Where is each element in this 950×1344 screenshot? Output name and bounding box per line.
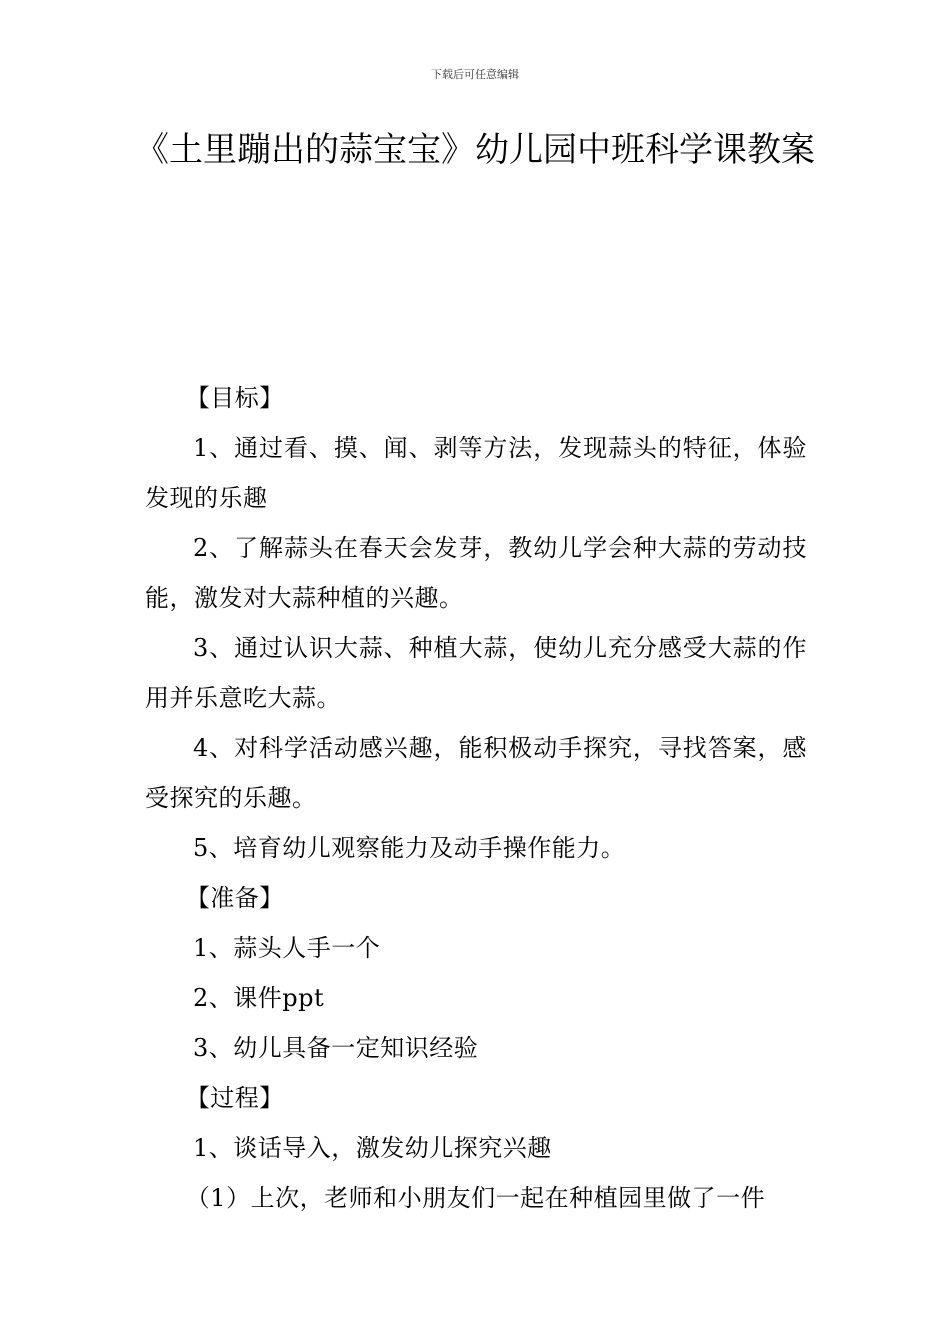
paragraph: 4、对科学活动感兴趣，能积极动手探究，寻找答案，感受探究的乐趣。 <box>145 734 807 812</box>
paragraph: 2、课件ppt <box>193 984 325 1012</box>
header-note: 下载后可任意编辑 <box>431 68 519 81</box>
paragraph: 2、了解蒜头在春天会发芽，教幼儿学会种大蒜的劳动技能，激发对大蒜种植的兴趣。 <box>145 534 807 612</box>
paragraph: 3、通过认识大蒜、种植大蒜，使幼儿充分感受大蒜的作用并乐意吃大蒜。 <box>145 634 807 712</box>
paragraph: 3、幼儿具备一定知识经验 <box>193 1034 479 1062</box>
paragraph: 1、谈话导入，激发幼儿探究兴趣 <box>193 1134 552 1162</box>
document-title: 《土里蹦出的蒜宝宝》幼儿园中班科学课教案 <box>135 130 815 170</box>
paragraph: 1、通过看、摸、闻、剥等方法，发现蒜头的特征，体验发现的乐趣 <box>145 434 807 512</box>
paragraph: 5、培育幼儿观察能力及动手操作能力。 <box>193 834 626 862</box>
section-heading-preparation: 【准备】 <box>185 884 284 912</box>
section-heading-process: 【过程】 <box>185 1084 284 1112</box>
paragraph: （1）上次，老师和小朋友们一起在种植园里做了一件 <box>185 1184 766 1212</box>
paragraph: 1、蒜头人手一个 <box>193 934 381 962</box>
section-heading-goals: 【目标】 <box>185 384 284 412</box>
document-body <box>145 373 807 1223</box>
